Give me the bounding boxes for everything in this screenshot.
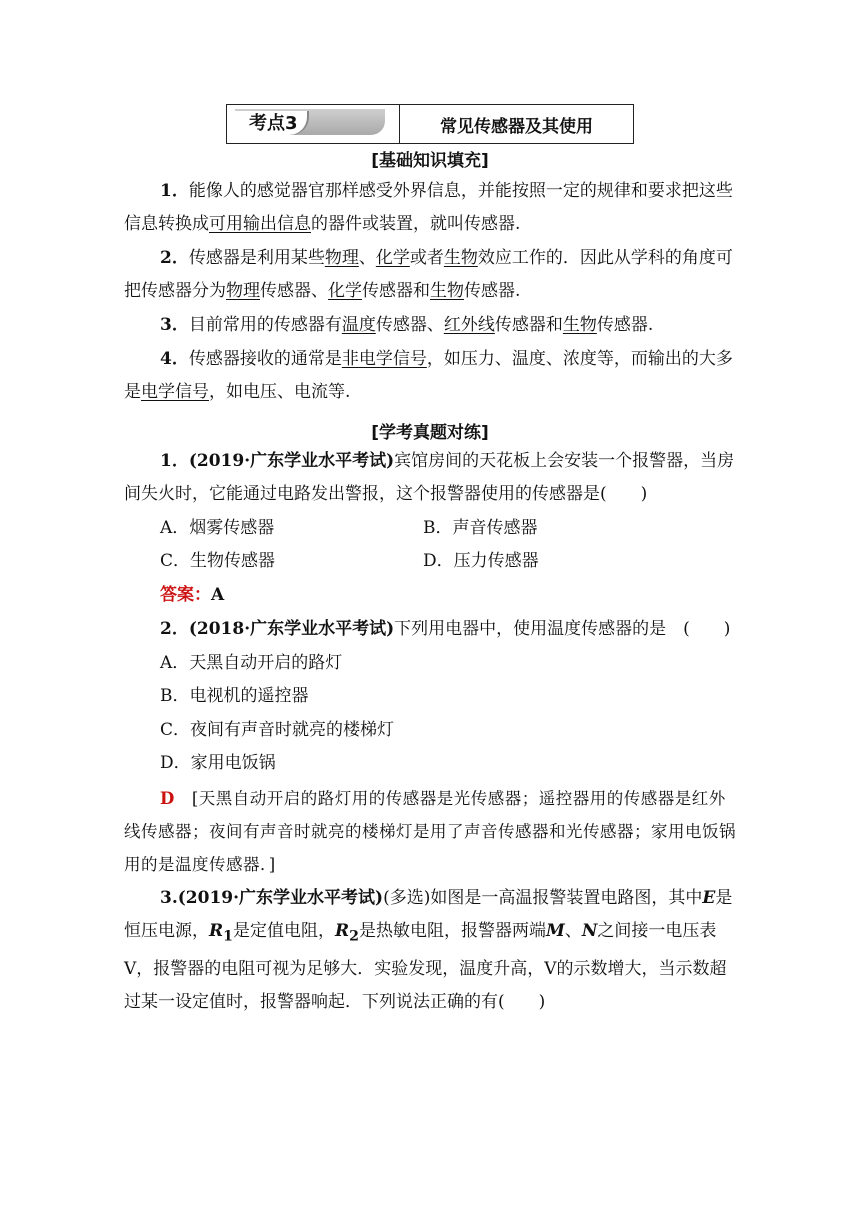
answer-value: A <box>211 585 225 605</box>
q1-option-a: A．烟雾传感器 <box>160 518 275 538</box>
symbol-e: E <box>702 888 716 908</box>
q2-explanation <box>124 782 738 881</box>
basics-item-1 <box>124 175 738 241</box>
section-header <box>226 104 634 144</box>
q2-option-b: B．电视机的遥控器 <box>160 686 309 706</box>
text: 是定值电阻， <box>233 921 335 941</box>
text: 传感器和 <box>494 315 563 335</box>
subscript: 2 <box>349 928 359 945</box>
blank-answer: 物理 <box>226 281 260 301</box>
text: 能像人的感觉器官那样感受外界信息，并能按照一定的规律和要求把这些信息转换成 <box>124 181 733 234</box>
blank-answer: 物理 <box>324 248 359 268</box>
question-3-stem <box>124 882 738 1019</box>
text: 传感器. <box>596 315 654 335</box>
question-number: 3. <box>160 888 178 908</box>
question-source: (2019·广东学业水平考试) <box>177 888 384 908</box>
blank-answer: 生物 <box>443 248 478 268</box>
text: 目前常用的传感器有 <box>188 315 342 335</box>
text: 传感器接收的通常是 <box>188 349 342 369</box>
blank-answer: 红外线 <box>443 315 495 335</box>
basics-item-4 <box>124 343 738 409</box>
symbol-m: M <box>546 921 565 941</box>
subscript: 1 <box>223 928 233 945</box>
item-number: 3． <box>160 315 189 335</box>
text: 之间接一电压表V，报警器的电阻可视为足够大．实验发现，温度升高，V的示数增大，当示数超过某一设定值时，报警器响起．下列说法正确的有( ) <box>124 921 727 1013</box>
text: 、 <box>358 248 376 268</box>
blank-answer: 电学信号 <box>141 382 209 402</box>
blank-answer: 可用输出信息 <box>209 214 311 234</box>
q1-option-c: C．生物传感器 <box>160 551 276 571</box>
exam-heading: [学考真题对练] <box>371 423 489 443</box>
topic-tag-cell <box>227 105 400 143</box>
answer-value: D <box>160 789 175 808</box>
item-number: 4． <box>160 349 189 369</box>
item-number: 2． <box>160 248 189 268</box>
text: 传感器. <box>464 281 521 301</box>
explanation-text: [天黑自动开启的路灯用的传感器是光传感器；遥控器用的传感器是红外线传感器；夜间有声音时就亮的楼梯灯是用了声音传感器和光传感器；家用电饭锅用的是温度传感器．] <box>124 789 736 874</box>
text: 传感器、 <box>260 281 328 301</box>
text: 传感器是利用某些 <box>188 248 325 268</box>
text: 效应工作的．因此从学科的角度可把传感器分为 <box>124 248 733 301</box>
text: 是恒压电源， <box>124 888 733 941</box>
symbol-r2: R <box>335 921 350 941</box>
question-number: 2． <box>160 619 189 639</box>
q2-option-a: A．天黑自动开启的路灯 <box>160 653 343 673</box>
question-text: 宾馆房间的天花板上会安装一个报警器，当房间失火时，它能通过电路发出警报，这个报警器使用的传感器是( ) <box>124 451 735 504</box>
topic-tag: 考点3 <box>249 113 298 134</box>
text: 、 <box>564 921 582 941</box>
question-source: (2018·广东学业水平考试) <box>188 619 395 639</box>
question-source: (2019·广东学业水平考试) <box>188 451 395 471</box>
blank-answer: 温度 <box>341 315 376 335</box>
basics-heading: [基础知识填充] <box>371 151 489 171</box>
q1-answer <box>160 579 224 612</box>
q1-option-d: D．压力传感器 <box>423 551 539 571</box>
item-number: 1． <box>160 181 189 201</box>
question-2-stem <box>160 613 730 646</box>
q2-option-c: C．夜间有声音时就亮的楼梯灯 <box>160 720 395 740</box>
symbol-n: N <box>581 921 598 941</box>
text: 是热敏电阻，报警器两端 <box>359 921 546 941</box>
text: 或者 <box>409 248 444 268</box>
basics-item-3 <box>124 309 738 342</box>
text: 传感器和 <box>362 281 430 301</box>
text: 的器件或装置，就叫传感器. <box>311 214 521 234</box>
basics-item-2 <box>124 242 738 308</box>
text: (多选)如图是一高温报警装置电路图，其中 <box>383 888 703 908</box>
text: ，如压力、温度、浓度等，而输出的大多是 <box>124 349 733 402</box>
blank-answer: 化学 <box>375 248 410 268</box>
blank-answer: 非电学信号 <box>341 349 427 369</box>
question-text: 下列用电器中，使用温度传感器的是 ( ) <box>394 619 731 639</box>
blank-answer: 生物 <box>430 281 464 301</box>
blank-answer: 化学 <box>328 281 362 301</box>
section-title: 常见传感器及其使用 <box>440 116 593 137</box>
blank-answer: 生物 <box>562 315 597 335</box>
text: 传感器、 <box>375 315 444 335</box>
q1-option-b: B．声音传感器 <box>423 518 538 538</box>
q2-option-d: D．家用电饭锅 <box>160 753 276 773</box>
question-number: 1． <box>160 451 189 471</box>
symbol-r1: R <box>209 921 224 941</box>
question-1-stem <box>124 445 738 511</box>
text: ，如电压、电流等. <box>209 382 351 402</box>
answer-label: 答案： <box>160 585 211 605</box>
